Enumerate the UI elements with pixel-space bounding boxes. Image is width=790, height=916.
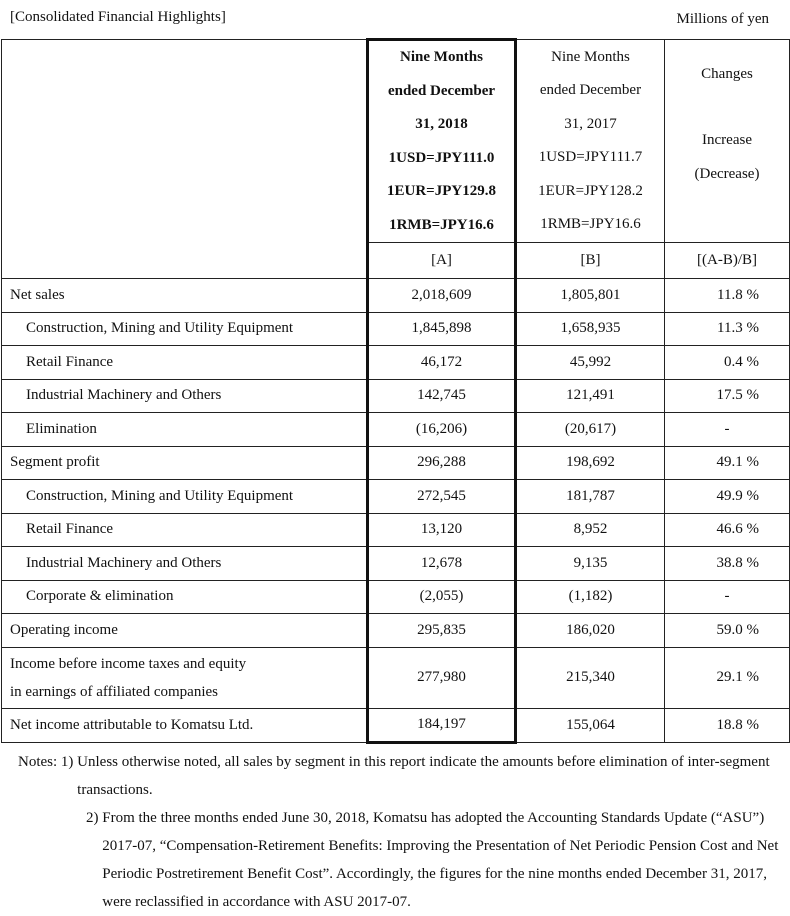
value-a: 1,845,898 [368,312,516,346]
table-row [2,614,790,648]
note-2 [18,804,783,916]
value-a: 12,678 [368,547,516,581]
column-a-line: 1USD=JPY111.0 [388,149,495,166]
column-a-line: ended December [387,82,496,99]
row-label: Retail Finance [2,346,368,380]
note-1-text: Unless otherwise noted, all sales by segment in this report indicate the amounts before elimination of inter-segment transactions. [77,754,770,798]
financial-highlights-table [1,38,790,744]
row-label: Industrial Machinery and Others [2,379,368,413]
column-c-line: Changes [701,65,753,82]
column-c-header [665,40,790,243]
row-label [2,647,368,708]
value-change: 49.1 % [665,446,790,480]
value-b: 186,020 [516,614,665,648]
row-label: Construction, Mining and Utility Equipment [2,312,368,346]
column-b-line: ended December [539,82,642,98]
table-row [2,547,790,581]
column-a-line: 1EUR=JPY129.8 [387,183,496,199]
note-2-prefix: 2) [86,810,103,826]
column-a-tag: [A] [368,243,516,279]
column-b-line: Nine Months [551,48,630,65]
row-label: Industrial Machinery and Others [2,547,368,581]
header-row [2,40,790,243]
column-c-line: Increase [702,132,752,149]
value-b: 8,952 [516,513,665,547]
row-label: Segment profit [2,446,368,480]
row-label: Elimination [2,413,368,447]
value-b: 1,658,935 [516,312,665,346]
row-label-line: in earnings of affiliated companies [10,683,218,700]
table-row [2,513,790,547]
note-1 [18,748,783,804]
value-a: 277,980 [368,647,516,708]
value-a: 2,018,609 [368,279,516,313]
table-row [2,647,790,708]
column-c-line: (Decrease) [694,165,760,182]
value-a: 295,835 [368,614,516,648]
unit-label: Millions of yen [676,11,769,27]
column-b-line: 1USD=JPY111.7 [538,149,643,165]
value-b: (1,182) [516,580,665,614]
value-change: - [665,580,790,614]
value-change: 38.8 % [665,547,790,581]
table-row [2,446,790,480]
column-b-line: 1RMB=JPY16.6 [540,216,641,232]
column-b-line: 31, 2017 [564,115,617,132]
value-a: 46,172 [368,346,516,380]
note-1-prefix: Notes: 1) [18,754,78,770]
row-label: Net income attributable to Komatsu Ltd. [2,708,368,743]
value-change: 29.1 % [665,647,790,708]
row-label: Operating income [2,614,368,648]
table-title: [Consolidated Financial Highlights] [10,9,226,25]
column-a-line: Nine Months [400,49,483,65]
value-change: 49.9 % [665,480,790,514]
value-change: 46.6 % [665,513,790,547]
value-a: 13,120 [368,513,516,547]
column-b-tag: [B] [516,243,665,279]
column-b-line: 1EUR=JPY128.2 [538,182,643,199]
value-a: (16,206) [368,413,516,447]
column-c-tag: [(A-B)/B] [665,243,790,279]
table-row [2,312,790,346]
footnotes [18,748,783,916]
value-b: 9,135 [516,547,665,581]
value-b: 215,340 [516,647,665,708]
row-label: Retail Finance [2,513,368,547]
value-change: - [665,413,790,447]
value-b: 1,805,801 [516,279,665,313]
value-a: 184,197 [368,708,516,743]
table-row [2,708,790,743]
value-change: 11.8 % [665,279,790,313]
table-row [2,346,790,380]
value-change: 11.3 % [665,312,790,346]
column-a-header [368,40,516,243]
value-a: 142,745 [368,379,516,413]
value-b: 198,692 [516,446,665,480]
table-row [2,379,790,413]
column-a-line: 31, 2018 [415,116,468,132]
row-label-line: Income before income taxes and equity [10,655,247,672]
row-label: Corporate & elimination [2,580,368,614]
value-b: 45,992 [516,346,665,380]
table-row [2,580,790,614]
table-row [2,480,790,514]
value-a: 296,288 [368,446,516,480]
value-change: 0.4 % [665,346,790,380]
row-label: Construction, Mining and Utility Equipment [2,480,368,514]
value-b: (20,617) [516,413,665,447]
column-b-header [516,40,665,243]
value-change: 17.5 % [665,379,790,413]
note-2-text: From the three months ended June 30, 2018, Komatsu has adopted the Accounting Standards Update (“ASU”) 2017-07, “Compensation-Retirement Benefits: Improving the Presentation of Net Periodic Pension Cost and Net Periodic Postretirement Benefit Cost”. Accordingly, the figures for the nine months ended December 31, 2017, were reclassified in accordance with ASU 2017-07. [102,810,779,910]
table-row [2,413,790,447]
value-change: 59.0 % [665,614,790,648]
header-blank-cell [2,40,368,279]
row-label: Net sales [2,279,368,313]
column-a-line: 1RMB=JPY16.6 [389,216,494,233]
value-a: (2,055) [368,580,516,614]
table-row [2,279,790,313]
value-change: 18.8 % [665,708,790,743]
value-b: 181,787 [516,480,665,514]
value-b: 121,491 [516,379,665,413]
value-b: 155,064 [516,708,665,743]
value-a: 272,545 [368,480,516,514]
